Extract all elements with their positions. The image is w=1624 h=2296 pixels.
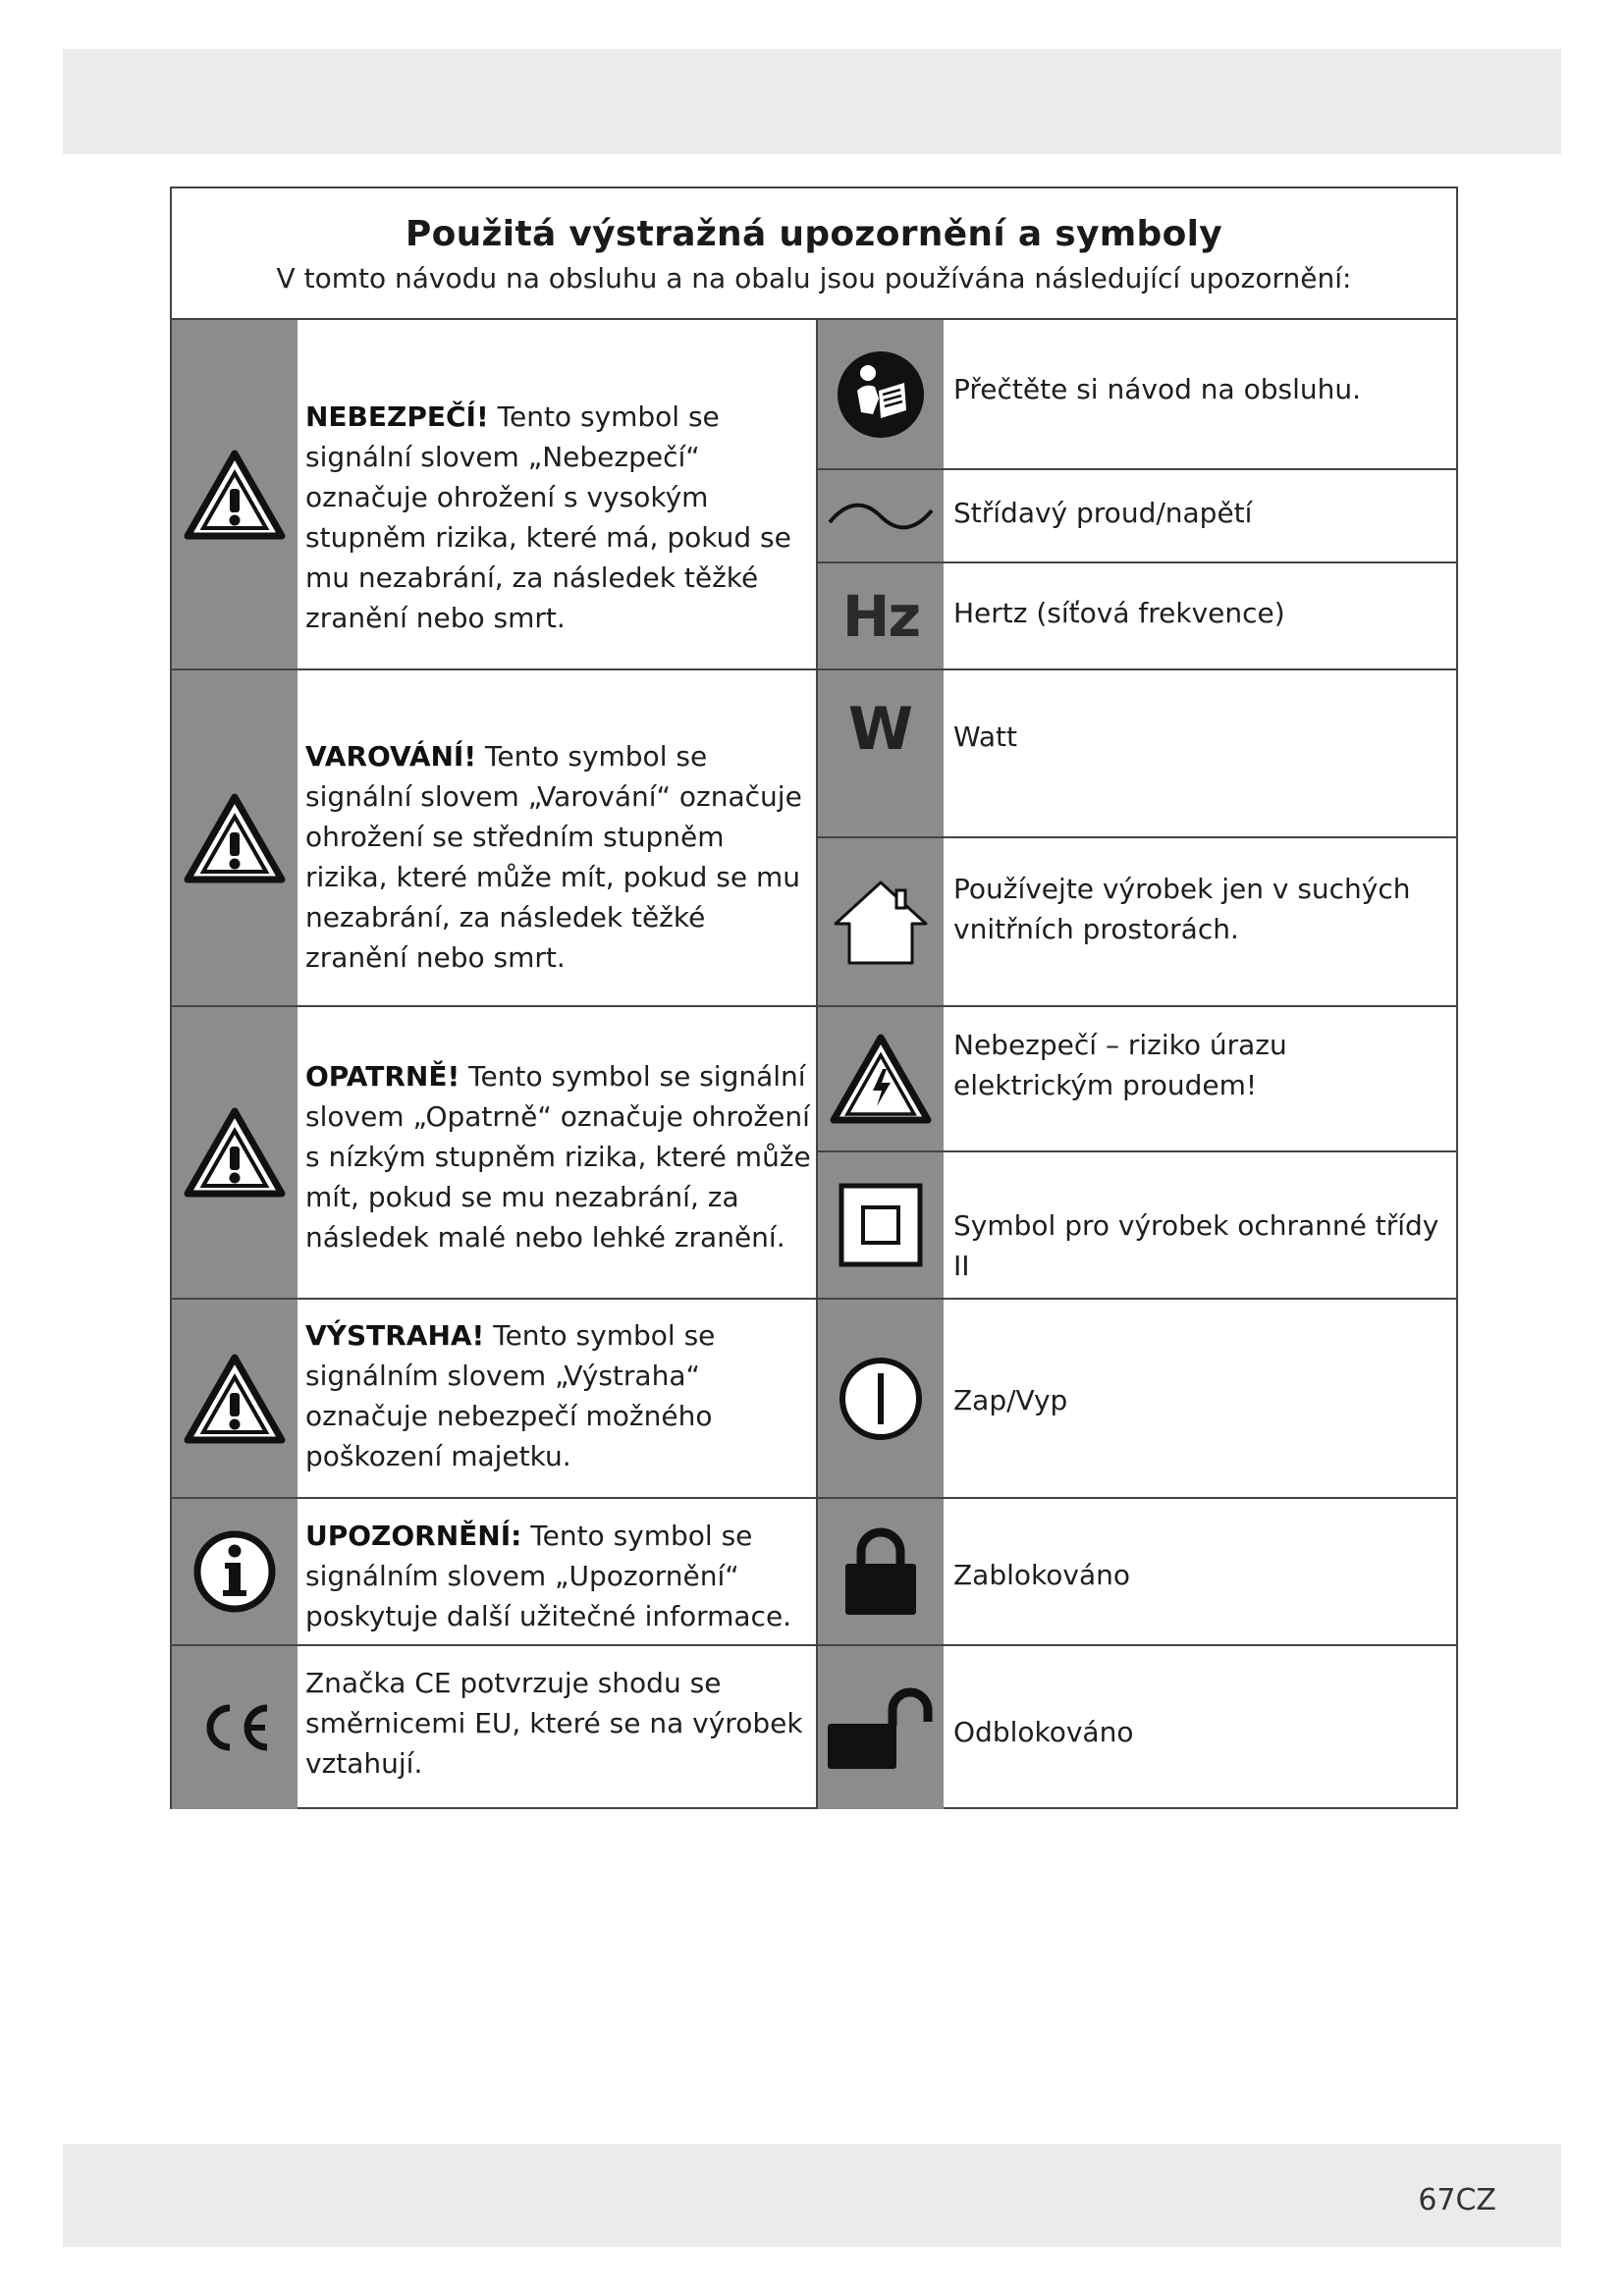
info-description: UPOZORNĚNÍ: Tento symbol se signálním slovem „Upozornění“ poskytuje další užitečné informace. [305,1520,792,1632]
electric-shock-text: Nebezpečí – riziko úrazu elektrickým proudem! [953,1029,1287,1101]
warning-triangle-icon [172,1300,298,1497]
protection-class-ii-icon [818,1152,944,1298]
table-header [172,188,1456,320]
warning-triangle-icon [172,320,298,668]
ce-mark-icon [172,1646,298,1809]
alternating-current-text: Střídavý proud/napětí [953,497,1253,529]
on-off-icon [818,1300,944,1497]
top-band [63,49,1561,154]
unlocked-padlock-icon [818,1646,944,1809]
danger-description: NEBEZPEČÍ! Tento symbol se signální slovem „Nebezpečí“ označuje ohrožení s vysokým stupněm rizika, které má, pokud se mu nezabrání, za následek těžké zranění nebo smrt. [305,400,791,634]
unlocked-text: Odblokováno [953,1716,1134,1748]
electric-shock-warning-icon [818,1007,944,1150]
locked-text: Zablokováno [953,1559,1130,1591]
indoor-use-text: Používejte výrobek jen v suchých vnitřních prostorách. [953,873,1411,945]
footer-band [63,2144,1561,2247]
locked-padlock-icon [818,1499,944,1644]
caution-description: OPATRNĚ! Tento symbol se signální slovem „Opatrně“ označuje ohrožení s nízkým stupněm rizika, které může mít, pokud se mu nezabrání, za následek malé nebo lehké zranění. [305,1060,811,1254]
notice-description: VÝSTRAHA! Tento symbol se signálním slovem „Výstraha“ označuje nebezpečí možného poškození majetku. [305,1319,716,1472]
warning-triangle-icon [172,670,298,1005]
hertz-icon: Hz [841,582,920,650]
read-manual-icon [818,320,944,468]
read-manual-text: Přečtěte si návod na obsluhu. [953,373,1361,405]
page-title: Použitá výstražná upozornění a symboly [405,214,1223,254]
watt-icon: W [847,694,914,764]
protection-class-text: Symbol pro výrobek ochranné třídy II [953,1209,1439,1282]
symbols-table [170,187,1458,1809]
indoor-use-house-icon [818,838,944,1005]
watt-text: Watt [953,721,1018,753]
info-icon [172,1499,298,1644]
hertz-text: Hertz (síťová frekvence) [953,597,1285,629]
ce-description: Značka CE potvrzuje shodu se směrnicemi EU, které se na výrobek vztahují. [305,1667,803,1780]
warning-triangle-icon [172,1007,298,1298]
page-number: 67CZ [1418,2183,1496,2217]
warning-description: VAROVÁNÍ! Tento symbol se signální slovem „Varování“ označuje ohrožení se středním stupněm rizika, které může mít, pokud se mu nezabrání, za následek těžké zranění nebo smrt. [305,740,802,974]
on-off-text: Zap/Vyp [953,1384,1068,1416]
page-subtitle: V tomto návodu na obsluhu a na obalu jsou používána následující upozornění: [276,262,1352,294]
alternating-current-icon [818,470,944,561]
